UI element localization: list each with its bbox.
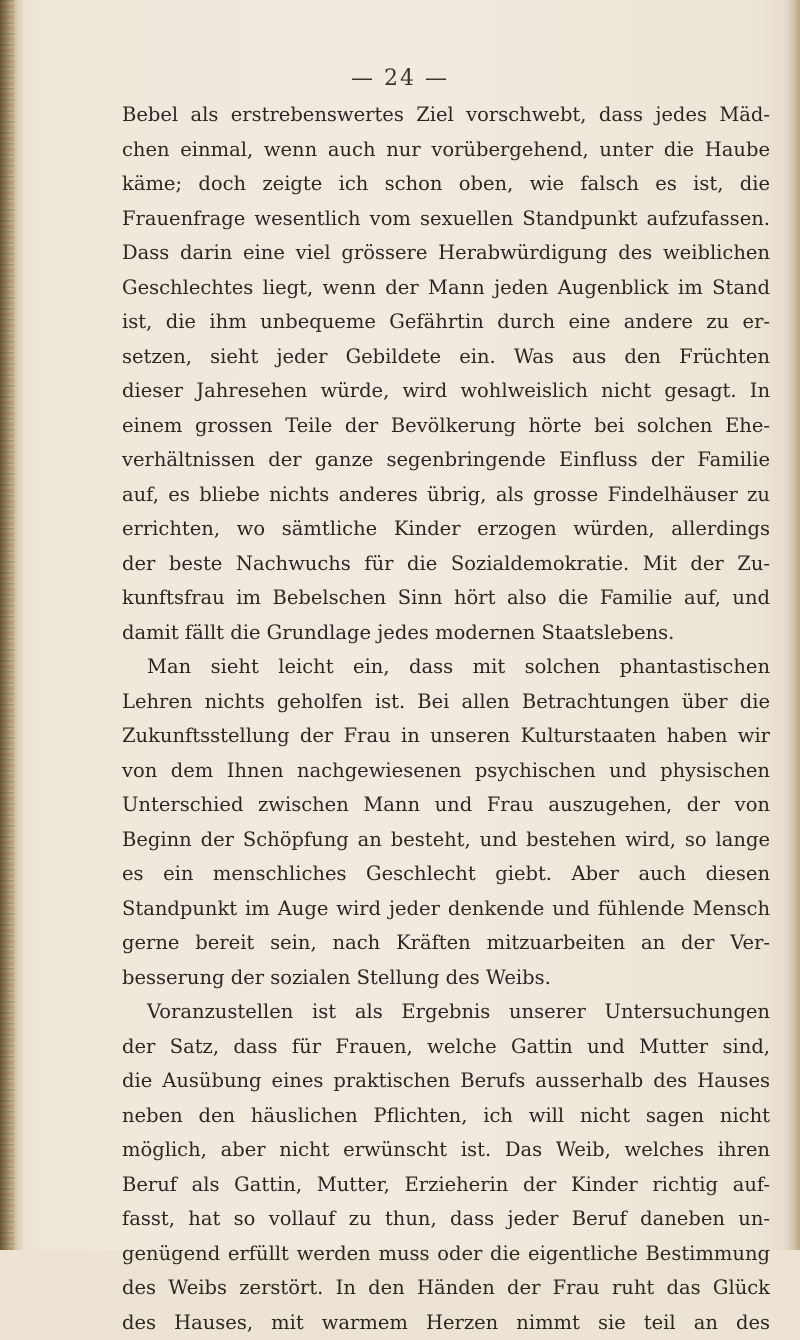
text-line: Dass darin eine viel grössere Herabwürdigung des weiblichen	[122, 236, 770, 271]
text-line: auf, es bliebe nichts anderes übrig, als grosse Findelhäuser zu	[122, 478, 770, 513]
text-line: kunftsfrau im Bebelschen Sinn hört also die Familie auf, und	[122, 581, 770, 616]
text-line: besserung der sozialen Stellung des Weibs.	[122, 961, 770, 996]
text-line: Voranzustellen ist als Ergebnis unserer Untersuchungen	[122, 995, 770, 1030]
text-line: der beste Nachwuchs für die Sozialdemokratie. Mit der Zu-	[122, 547, 770, 582]
binding-speckle	[0, 0, 14, 1250]
text-line: Bebel als erstrebenswertes Ziel vorschwebt, dass jedes Mäd-	[122, 98, 770, 133]
text-line: Lehren nichts geholfen ist. Bei allen Betrachtungen über die	[122, 685, 770, 720]
text-line: Zukunftsstellung der Frau in unseren Kulturstaaten haben wir	[122, 719, 770, 754]
text-line: verhältnissen der ganze segenbringende Einfluss der Familie	[122, 443, 770, 478]
text-line: Unterschied zwischen Mann und Frau auszugehen, der von	[122, 788, 770, 823]
text-line: Man sieht leicht ein, dass mit solchen phantastischen	[122, 650, 770, 685]
text-line: einem grossen Teile der Bevölkerung hörte bei solchen Ehe-	[122, 409, 770, 444]
page-right-edge	[786, 0, 800, 1250]
text-line: Geschlechtes liegt, wenn der Mann jeden Augenblick im Stand	[122, 271, 770, 306]
text-line: Standpunkt im Auge wird jeder denkende und fühlende Mensch	[122, 892, 770, 927]
text-line: setzen, sieht jeder Gebildete ein. Was aus den Früchten	[122, 340, 770, 375]
text-line: damit fällt die Grundlage jedes modernen Staatslebens.	[122, 616, 770, 651]
text-line: möglich, aber nicht erwünscht ist. Das Weib, welches ihren	[122, 1133, 770, 1168]
text-line: Beruf als Gattin, Mutter, Erzieherin der Kinder richtig auf-	[122, 1168, 770, 1203]
text-line: der Satz, dass für Frauen, welche Gattin und Mutter sind,	[122, 1030, 770, 1065]
text-line: Frauenfrage wesentlich vom sexuellen Standpunkt aufzufassen.	[122, 202, 770, 237]
text-line: des Hauses, mit warmem Herzen nimmt sie teil an des	[122, 1306, 770, 1340]
text-line: die Ausübung eines praktischen Berufs ausserhalb des Hauses	[122, 1064, 770, 1099]
text-line: neben den häuslichen Pflichten, ich will nicht sagen nicht	[122, 1099, 770, 1134]
text-line: chen einmal, wenn auch nur vorübergehend, unter die Haube	[122, 133, 770, 168]
page-number: — 24 —	[0, 66, 800, 91]
body-text	[122, 98, 770, 1340]
text-line: errichten, wo sämtliche Kinder erzogen würden, allerdings	[122, 512, 770, 547]
text-line: dieser Jahresehen würde, wird wohlweislich nicht gesagt. In	[122, 374, 770, 409]
text-line: genügend erfüllt werden muss oder die eigentliche Bestimmung	[122, 1237, 770, 1272]
text-line: ist, die ihm unbequeme Gefährtin durch eine andere zu er-	[122, 305, 770, 340]
text-line: des Weibs zerstört. In den Händen der Frau ruht das Glück	[122, 1271, 770, 1306]
text-line: von dem Ihnen nachgewiesenen psychischen und physischen	[122, 754, 770, 789]
text-line: käme; doch zeigte ich schon oben, wie falsch es ist, die	[122, 167, 770, 202]
text-line: Beginn der Schöpfung an besteht, und bestehen wird, so lange	[122, 823, 770, 858]
text-line: gerne bereit sein, nach Kräften mitzuarbeiten an der Ver-	[122, 926, 770, 961]
text-line: fasst, hat so vollauf zu thun, dass jeder Beruf daneben un-	[122, 1202, 770, 1237]
text-line: es ein menschliches Geschlecht giebt. Aber auch diesen	[122, 857, 770, 892]
